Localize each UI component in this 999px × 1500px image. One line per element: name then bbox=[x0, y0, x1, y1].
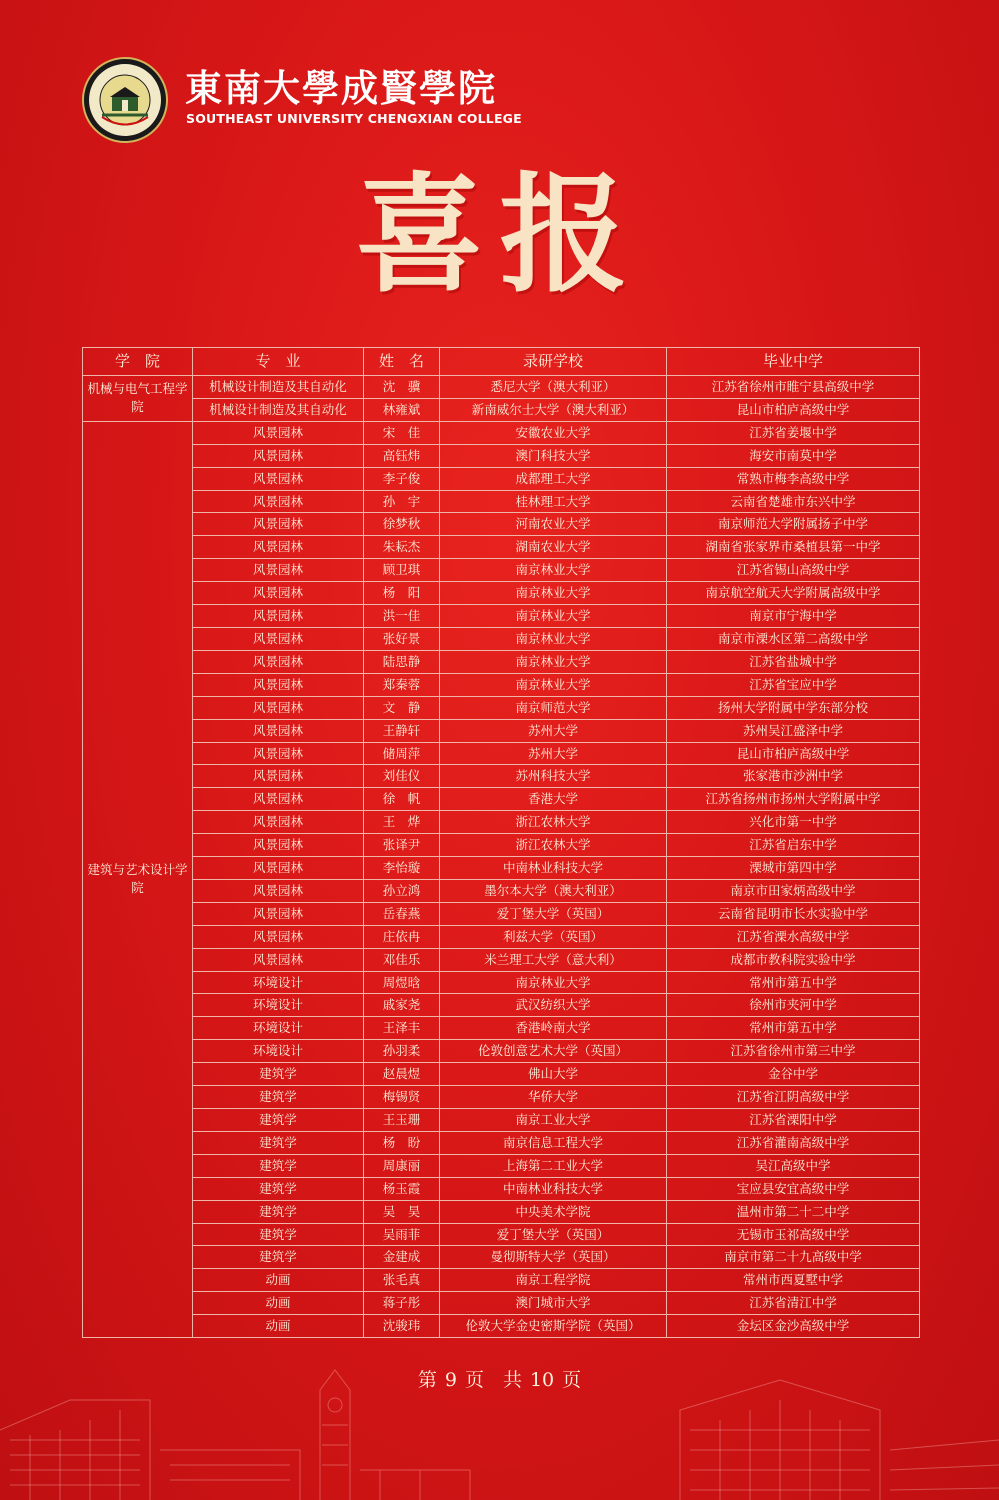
table-row bbox=[83, 765, 920, 788]
major-cell: 风景园林 bbox=[193, 490, 364, 513]
admitted-school-cell: 南京工程学院 bbox=[440, 1269, 667, 1292]
high-school-cell: 昆山市柏庐高级中学 bbox=[667, 742, 920, 765]
table-row bbox=[83, 673, 920, 696]
high-school-cell: 常州市第五中学 bbox=[667, 971, 920, 994]
high-school-cell: 江苏省盐城中学 bbox=[667, 650, 920, 673]
table-row bbox=[83, 857, 920, 880]
major-cell: 风景园林 bbox=[193, 857, 364, 880]
admitted-school-cell: 澳门城市大学 bbox=[440, 1292, 667, 1315]
high-school-cell: 江苏省灌南高级中学 bbox=[667, 1131, 920, 1154]
major-cell: 风景园林 bbox=[193, 742, 364, 765]
table-row bbox=[83, 421, 920, 444]
high-school-cell: 湖南省张家界市桑植县第一中学 bbox=[667, 536, 920, 559]
table-row bbox=[83, 1063, 920, 1086]
table-row bbox=[83, 1131, 920, 1154]
table-row bbox=[83, 902, 920, 925]
major-cell: 风景园林 bbox=[193, 696, 364, 719]
high-school-cell: 江苏省溧阳中学 bbox=[667, 1109, 920, 1132]
major-cell: 风景园林 bbox=[193, 765, 364, 788]
high-school-cell: 江苏省扬州市扬州大学附属中学 bbox=[667, 788, 920, 811]
table-header-row bbox=[83, 348, 920, 376]
student-name-cell: 徐 帆 bbox=[364, 788, 440, 811]
admitted-school-cell: 苏州大学 bbox=[440, 742, 667, 765]
major-cell: 建筑学 bbox=[193, 1200, 364, 1223]
admitted-school-cell: 南京林业大学 bbox=[440, 559, 667, 582]
major-cell: 风景园林 bbox=[193, 650, 364, 673]
table-row bbox=[83, 719, 920, 742]
high-school-cell: 江苏省徐州市睢宁县高级中学 bbox=[667, 376, 920, 399]
high-school-cell: 溧城市第四中学 bbox=[667, 857, 920, 880]
high-school-cell: 南京市溧水区第二高级中学 bbox=[667, 627, 920, 650]
page-current: 9 bbox=[444, 1369, 457, 1391]
student-name-cell: 蒋子彤 bbox=[364, 1292, 440, 1315]
table-row bbox=[83, 536, 920, 559]
page-total: 10 bbox=[529, 1369, 555, 1391]
admitted-school-cell: 南京林业大学 bbox=[440, 673, 667, 696]
admitted-school-cell: 中央美术学院 bbox=[440, 1200, 667, 1223]
student-name-cell: 张毛真 bbox=[364, 1269, 440, 1292]
table-row bbox=[83, 879, 920, 902]
high-school-cell: 苏州吴江盛泽中学 bbox=[667, 719, 920, 742]
page-prefix: 第 bbox=[417, 1369, 437, 1391]
admitted-school-cell: 苏州科技大学 bbox=[440, 765, 667, 788]
admitted-school-cell: 香港岭南大学 bbox=[440, 1017, 667, 1040]
student-name-cell: 王 烨 bbox=[364, 811, 440, 834]
admitted-school-cell: 武汉纺织大学 bbox=[440, 994, 667, 1017]
student-name-cell: 周康丽 bbox=[364, 1154, 440, 1177]
student-name-cell: 杨玉霞 bbox=[364, 1177, 440, 1200]
admitted-school-cell: 中南林业科技大学 bbox=[440, 1177, 667, 1200]
student-name-cell: 赵晨煜 bbox=[364, 1063, 440, 1086]
admitted-school-cell: 南京林业大学 bbox=[440, 627, 667, 650]
high-school-cell: 江苏省宝应中学 bbox=[667, 673, 920, 696]
high-school-cell: 江苏省清江中学 bbox=[667, 1292, 920, 1315]
table-row bbox=[83, 627, 920, 650]
header-major: 专 业 bbox=[193, 348, 364, 376]
high-school-cell: 南京航空航天大学附属高级中学 bbox=[667, 582, 920, 605]
student-name-cell: 洪一佳 bbox=[364, 605, 440, 628]
admitted-school-cell: 河南农业大学 bbox=[440, 513, 667, 536]
major-cell: 风景园林 bbox=[193, 536, 364, 559]
major-cell: 风景园林 bbox=[193, 444, 364, 467]
major-cell: 风景园林 bbox=[193, 811, 364, 834]
admitted-school-cell: 中南林业科技大学 bbox=[440, 857, 667, 880]
major-cell: 动画 bbox=[193, 1269, 364, 1292]
major-cell: 风景园林 bbox=[193, 559, 364, 582]
high-school-cell: 云南省昆明市长水实验中学 bbox=[667, 902, 920, 925]
student-name-cell: 张好景 bbox=[364, 627, 440, 650]
student-name-cell: 庄依冉 bbox=[364, 925, 440, 948]
admitted-school-cell: 爱丁堡大学（英国） bbox=[440, 1223, 667, 1246]
major-cell: 风景园林 bbox=[193, 673, 364, 696]
table-row bbox=[83, 1086, 920, 1109]
admitted-school-cell: 爱丁堡大学（英国） bbox=[440, 902, 667, 925]
college-cell: 机械与电气工程学院 bbox=[83, 376, 193, 422]
admitted-school-cell: 浙江农林大学 bbox=[440, 834, 667, 857]
table-row bbox=[83, 513, 920, 536]
high-school-cell: 南京市第二十九高级中学 bbox=[667, 1246, 920, 1269]
major-cell: 风景园林 bbox=[193, 879, 364, 902]
admitted-school-cell: 曼彻斯特大学（英国） bbox=[440, 1246, 667, 1269]
student-name-cell: 高钰炜 bbox=[364, 444, 440, 467]
high-school-cell: 无锡市玉祁高级中学 bbox=[667, 1223, 920, 1246]
admission-table bbox=[82, 347, 919, 1338]
admitted-school-cell: 安徽农业大学 bbox=[440, 421, 667, 444]
header-college: 学 院 bbox=[83, 348, 193, 376]
major-cell: 建筑学 bbox=[193, 1131, 364, 1154]
admitted-school-cell: 上海第二工业大学 bbox=[440, 1154, 667, 1177]
admitted-school-cell: 伦敦创意艺术大学（英国） bbox=[440, 1040, 667, 1063]
high-school-cell: 常州市西夏墅中学 bbox=[667, 1269, 920, 1292]
student-name-cell: 陆思静 bbox=[364, 650, 440, 673]
student-name-cell: 邓佳乐 bbox=[364, 948, 440, 971]
high-school-cell: 常州市第五中学 bbox=[667, 1017, 920, 1040]
admitted-school-cell: 湖南农业大学 bbox=[440, 536, 667, 559]
table-row bbox=[83, 490, 920, 513]
table-row bbox=[83, 582, 920, 605]
high-school-cell: 昆山市柏庐高级中学 bbox=[667, 398, 920, 421]
high-school-cell: 江苏省徐州市第三中学 bbox=[667, 1040, 920, 1063]
major-cell: 建筑学 bbox=[193, 1109, 364, 1132]
table-row bbox=[83, 1223, 920, 1246]
student-name-cell: 郑秦蓉 bbox=[364, 673, 440, 696]
student-name-cell: 李子俊 bbox=[364, 467, 440, 490]
student-name-cell: 宋 佳 bbox=[364, 421, 440, 444]
admitted-school-cell: 米兰理工大学（意大利） bbox=[440, 948, 667, 971]
student-name-cell: 戚家尧 bbox=[364, 994, 440, 1017]
major-cell: 建筑学 bbox=[193, 1177, 364, 1200]
major-cell: 机械设计制造及其自动化 bbox=[193, 398, 364, 421]
admitted-school-cell: 南京林业大学 bbox=[440, 650, 667, 673]
table-row bbox=[83, 788, 920, 811]
student-name-cell: 刘佳仪 bbox=[364, 765, 440, 788]
major-cell: 风景园林 bbox=[193, 582, 364, 605]
student-name-cell: 徐梦秋 bbox=[364, 513, 440, 536]
admitted-school-cell: 悉尼大学（澳大利亚） bbox=[440, 376, 667, 399]
admitted-school-cell: 南京林业大学 bbox=[440, 605, 667, 628]
student-name-cell: 朱耘杰 bbox=[364, 536, 440, 559]
student-name-cell: 李怡璇 bbox=[364, 857, 440, 880]
admitted-school-cell: 南京信息工程大学 bbox=[440, 1131, 667, 1154]
student-name-cell: 杨 阳 bbox=[364, 582, 440, 605]
major-cell: 环境设计 bbox=[193, 1017, 364, 1040]
high-school-cell: 江苏省江阴高级中学 bbox=[667, 1086, 920, 1109]
header-admitted-school: 录研学校 bbox=[440, 348, 667, 376]
table-row bbox=[83, 467, 920, 490]
table-row bbox=[83, 1269, 920, 1292]
student-name-cell: 杨 盼 bbox=[364, 1131, 440, 1154]
major-cell: 动画 bbox=[193, 1292, 364, 1315]
header-name: 姓 名 bbox=[364, 348, 440, 376]
student-name-cell: 吴 昊 bbox=[364, 1200, 440, 1223]
major-cell: 动画 bbox=[193, 1315, 364, 1338]
admitted-school-cell: 南京师范大学 bbox=[440, 696, 667, 719]
table-row bbox=[83, 834, 920, 857]
headline-good-news: 喜报 bbox=[355, 160, 644, 310]
table-row bbox=[83, 971, 920, 994]
high-school-cell: 成都市教科院实验中学 bbox=[667, 948, 920, 971]
student-name-cell: 文 静 bbox=[364, 696, 440, 719]
table-row bbox=[83, 376, 920, 399]
table-row bbox=[83, 696, 920, 719]
major-cell: 风景园林 bbox=[193, 467, 364, 490]
major-cell: 建筑学 bbox=[193, 1223, 364, 1246]
major-cell: 风景园林 bbox=[193, 788, 364, 811]
brand-english-name: SOUTHEAST UNIVERSITY CHENGXIAN COLLEGE bbox=[186, 111, 522, 126]
admitted-school-cell: 浙江农林大学 bbox=[440, 811, 667, 834]
admitted-school-cell: 香港大学 bbox=[440, 788, 667, 811]
high-school-cell: 海安市南莫中学 bbox=[667, 444, 920, 467]
major-cell: 风景园林 bbox=[193, 925, 364, 948]
major-cell: 建筑学 bbox=[193, 1154, 364, 1177]
admitted-school-cell: 华侨大学 bbox=[440, 1086, 667, 1109]
high-school-cell: 云南省楚雄市东兴中学 bbox=[667, 490, 920, 513]
student-name-cell: 顾卫琪 bbox=[364, 559, 440, 582]
major-cell: 风景园林 bbox=[193, 948, 364, 971]
student-name-cell: 储周萍 bbox=[364, 742, 440, 765]
campus-skyline-illustration bbox=[0, 1340, 999, 1500]
table-row bbox=[83, 605, 920, 628]
major-cell: 风景园林 bbox=[193, 902, 364, 925]
student-name-cell: 王玉珊 bbox=[364, 1109, 440, 1132]
admitted-school-cell: 伦敦大学金史密斯学院（英国） bbox=[440, 1315, 667, 1338]
high-school-cell: 吴江高级中学 bbox=[667, 1154, 920, 1177]
admitted-school-cell: 南京林业大学 bbox=[440, 971, 667, 994]
high-school-cell: 张家港市沙洲中学 bbox=[667, 765, 920, 788]
table-row bbox=[83, 1017, 920, 1040]
high-school-cell: 金谷中学 bbox=[667, 1063, 920, 1086]
major-cell: 机械设计制造及其自动化 bbox=[193, 376, 364, 399]
brand-chinese-name: 東南大學成賢學院 bbox=[185, 66, 497, 110]
major-cell: 环境设计 bbox=[193, 994, 364, 1017]
major-cell: 风景园林 bbox=[193, 834, 364, 857]
table-row bbox=[83, 925, 920, 948]
page-suffix: 页 bbox=[562, 1369, 582, 1391]
high-school-cell: 扬州大学附属中学东部分校 bbox=[667, 696, 920, 719]
table-row bbox=[83, 1154, 920, 1177]
table-row bbox=[83, 811, 920, 834]
page-mid: 页 共 bbox=[464, 1369, 522, 1391]
admitted-school-cell: 南京工业大学 bbox=[440, 1109, 667, 1132]
table-row bbox=[83, 1246, 920, 1269]
admitted-school-cell: 新南威尔士大学（澳大利亚） bbox=[440, 398, 667, 421]
admitted-school-cell: 南京林业大学 bbox=[440, 582, 667, 605]
student-name-cell: 周煜晗 bbox=[364, 971, 440, 994]
table-row bbox=[83, 1040, 920, 1063]
student-name-cell: 沈 骥 bbox=[364, 376, 440, 399]
high-school-cell: 江苏省溧水高级中学 bbox=[667, 925, 920, 948]
major-cell: 风景园林 bbox=[193, 421, 364, 444]
student-name-cell: 金建成 bbox=[364, 1246, 440, 1269]
major-cell: 环境设计 bbox=[193, 971, 364, 994]
table-row bbox=[83, 994, 920, 1017]
table-row bbox=[83, 1315, 920, 1338]
table-row bbox=[83, 650, 920, 673]
student-name-cell: 孙立鸿 bbox=[364, 879, 440, 902]
major-cell: 风景园林 bbox=[193, 605, 364, 628]
table-row bbox=[83, 559, 920, 582]
high-school-cell: 南京市宁海中学 bbox=[667, 605, 920, 628]
admitted-school-cell: 桂林理工大学 bbox=[440, 490, 667, 513]
high-school-cell: 温州市第二十二中学 bbox=[667, 1200, 920, 1223]
student-name-cell: 张译尹 bbox=[364, 834, 440, 857]
high-school-cell: 江苏省姜堰中学 bbox=[667, 421, 920, 444]
admitted-school-cell: 利兹大学（英国） bbox=[440, 925, 667, 948]
table-row bbox=[83, 1200, 920, 1223]
table-row bbox=[83, 742, 920, 765]
high-school-cell: 金坛区金沙高级中学 bbox=[667, 1315, 920, 1338]
high-school-cell: 兴化市第一中学 bbox=[667, 811, 920, 834]
major-cell: 建筑学 bbox=[193, 1246, 364, 1269]
major-cell: 风景园林 bbox=[193, 719, 364, 742]
admitted-school-cell: 佛山大学 bbox=[440, 1063, 667, 1086]
major-cell: 风景园林 bbox=[193, 627, 364, 650]
student-name-cell: 梅锡贤 bbox=[364, 1086, 440, 1109]
college-logo bbox=[82, 57, 168, 143]
high-school-cell: 江苏省启东中学 bbox=[667, 834, 920, 857]
admitted-school-cell: 墨尔本大学（澳大利亚） bbox=[440, 879, 667, 902]
major-cell: 风景园林 bbox=[193, 513, 364, 536]
admitted-school-cell: 澳门科技大学 bbox=[440, 444, 667, 467]
admitted-school-cell: 成都理工大学 bbox=[440, 467, 667, 490]
student-name-cell: 吴雨菲 bbox=[364, 1223, 440, 1246]
high-school-cell: 江苏省锡山高级中学 bbox=[667, 559, 920, 582]
high-school-cell: 南京市田家炳高级中学 bbox=[667, 879, 920, 902]
admitted-school-cell: 苏州大学 bbox=[440, 719, 667, 742]
major-cell: 建筑学 bbox=[193, 1063, 364, 1086]
student-name-cell: 王泽丰 bbox=[364, 1017, 440, 1040]
student-name-cell: 林雍斌 bbox=[364, 398, 440, 421]
student-name-cell: 王静轩 bbox=[364, 719, 440, 742]
table-row bbox=[83, 1177, 920, 1200]
major-cell: 建筑学 bbox=[193, 1086, 364, 1109]
high-school-cell: 宝应县安宜高级中学 bbox=[667, 1177, 920, 1200]
college-cell: 建筑与艺术设计学院 bbox=[83, 421, 193, 1337]
student-name-cell: 岳春燕 bbox=[364, 902, 440, 925]
high-school-cell: 南京师范大学附属扬子中学 bbox=[667, 513, 920, 536]
high-school-cell: 徐州市夹河中学 bbox=[667, 994, 920, 1017]
header-high-school: 毕业中学 bbox=[667, 348, 920, 376]
high-school-cell: 常熟市梅李高级中学 bbox=[667, 467, 920, 490]
student-name-cell: 沈骏玮 bbox=[364, 1315, 440, 1338]
table-row bbox=[83, 398, 920, 421]
table-row bbox=[83, 1292, 920, 1315]
student-name-cell: 孙羽柔 bbox=[364, 1040, 440, 1063]
table-row bbox=[83, 444, 920, 467]
table-row bbox=[83, 1109, 920, 1132]
major-cell: 环境设计 bbox=[193, 1040, 364, 1063]
student-name-cell: 孙 宇 bbox=[364, 490, 440, 513]
table-row bbox=[83, 948, 920, 971]
